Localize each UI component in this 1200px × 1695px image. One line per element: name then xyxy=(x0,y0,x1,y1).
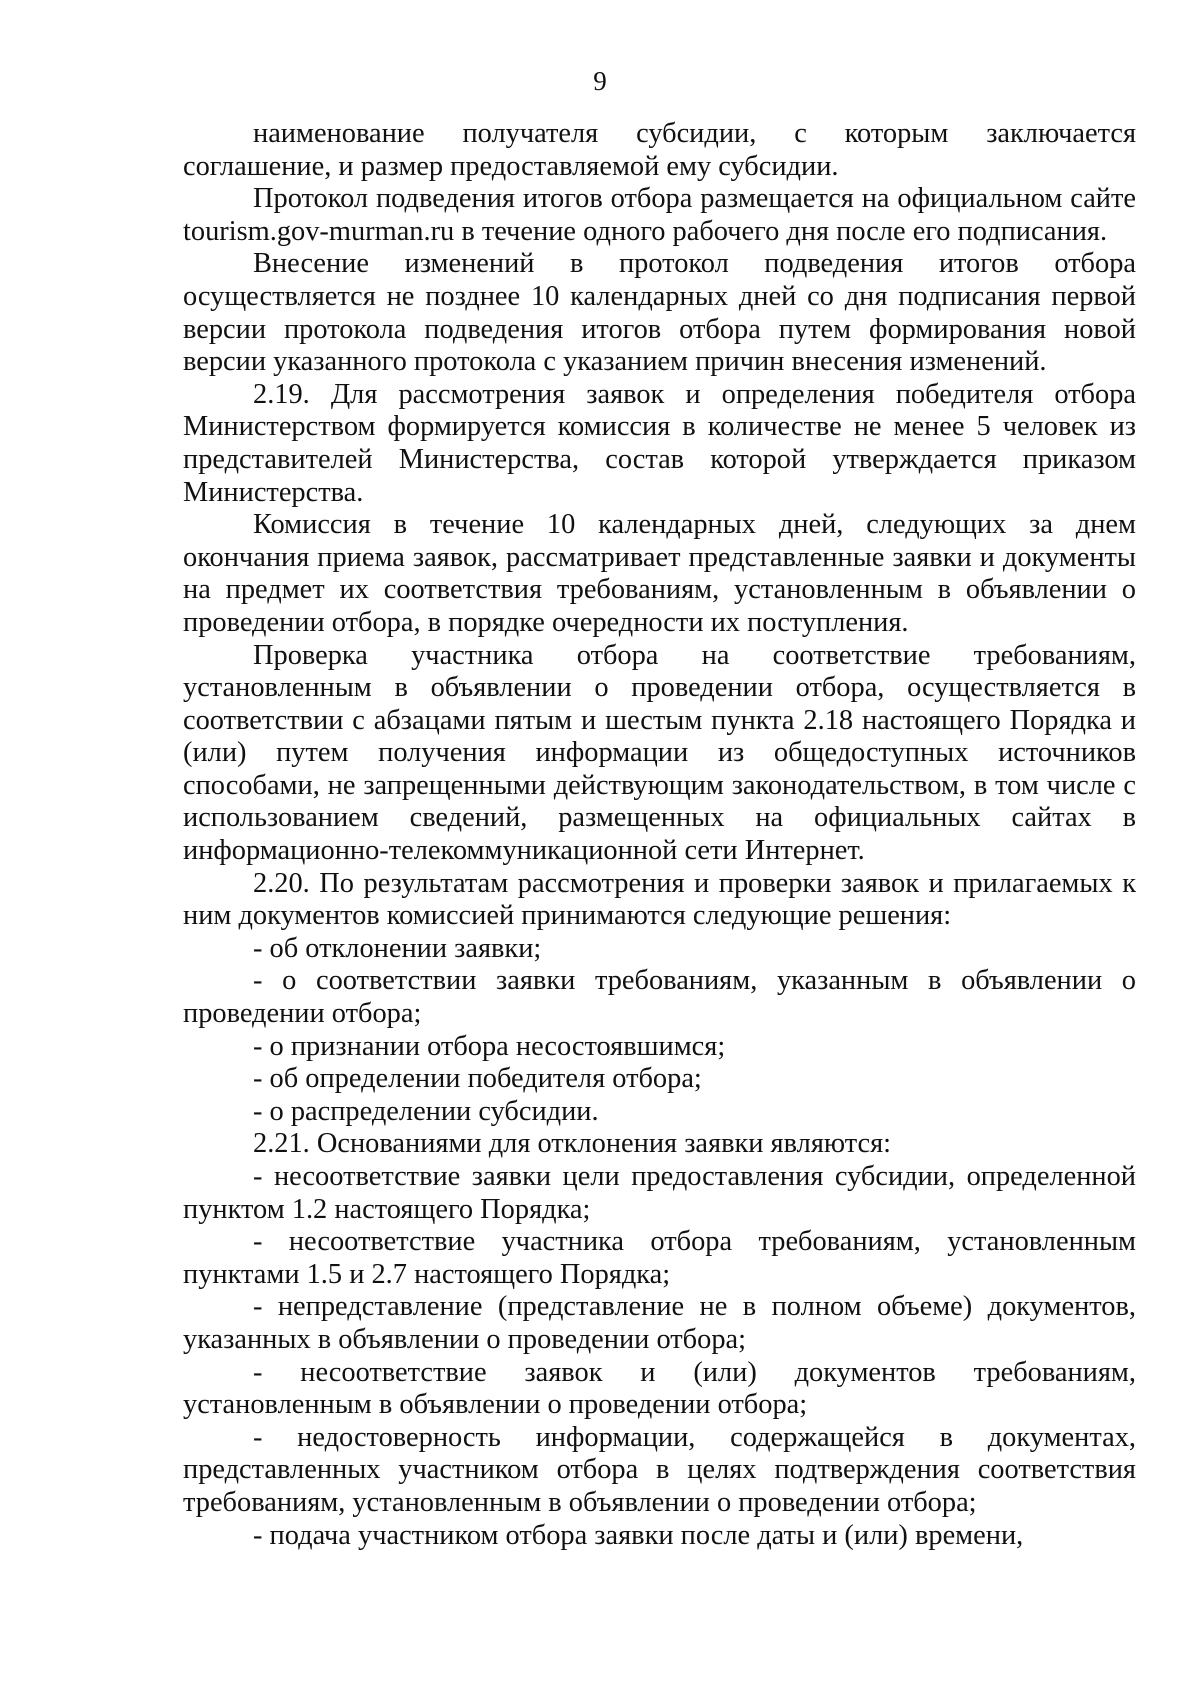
paragraph: 2.20. По результатам рассмотрения и проверки заявок и прилагаемых к ним документов комиссией принимаются следующие решения: xyxy=(183,867,1136,932)
page-number: 9 xyxy=(593,66,607,96)
list-item: - об отклонении заявки; xyxy=(253,932,542,964)
paragraph: Проверка участника отбора на соответствие требованиям, установленным в объявлении о проведении отбора, осуществляется в соответствии с абзацами пятым и шестым пункта 2.18 настоящего Порядка и (или) путем получения информации из общедоступных источников способами, не запрещенными действующим законодательством, в том числе с использованием сведений, размещенных на официальных сайтах в информационно-телекоммуникационной сети Интернет. xyxy=(183,639,1136,867)
list-item: - несоответствие заявок и (или) документов требованиям, установленным в объявлении о проведении отбора; xyxy=(183,1356,1136,1421)
list-item: - непредставление (представление не в полном объеме) документов, указанных в объявлении о проведении отбора; xyxy=(183,1291,1136,1355)
list-item: - о признании отбора несостоявшимся; xyxy=(253,1030,726,1062)
list-item: - о соответствии заявки требованиям, указанным в объявлении о проведении отбора; xyxy=(183,965,1136,1030)
list-item: - несоответствие участника отбора требованиям, установленным пунктами 1.5 и 2.7 настоящего Порядка; xyxy=(183,1226,1136,1290)
list-item: - о распределении субсидии. xyxy=(253,1095,599,1127)
paragraph: 2.19. Для рассмотрения заявок и определения победителя отбора Министерством формируется комиссия в количестве не менее 5 человек из представителей Министерства, состав которой утверждается приказом Министерства. xyxy=(183,378,1136,508)
paragraph: Комиссия в течение 10 календарных дней, следующих за днем окончания приема заявок, рассматривает представленные заявки и документы на предмет их соответствия требованиям, установленным в объявлении о проведении отбора, в порядке очередности их поступления. xyxy=(183,509,1136,638)
document-body xyxy=(183,118,1136,1552)
list-item: - несоответствие заявки цели предоставления субсидии, определенной пунктом 1.2 настоящего Порядка; xyxy=(183,1161,1136,1225)
paragraph: наименование получателя субсидии, с которым заключается соглашение, и размер предоставляемой ему субсидии. xyxy=(183,118,1136,182)
paragraph: 2.21. Основаниями для отклонения заявки являются: xyxy=(253,1128,892,1160)
list-item: - об определении победителя отбора; xyxy=(253,1063,702,1095)
list-item: - подача участником отбора заявки после даты и (или) времени, xyxy=(253,1519,1024,1551)
paragraph: Внесение изменений в протокол подведения итогов отбора осуществляется не позднее 10 календарных дней со дня подписания первой версии протокола подведения итогов отбора путем формирования новой версии указанного протокола с указанием причин внесения изменений. xyxy=(183,248,1136,378)
list-item: - недостоверность информации, содержащейся в документах, представленных участником отбора в целях подтверждения соответствия требованиям, установленным в объявлении о проведении отбора; xyxy=(183,1421,1136,1518)
paragraph: Протокол подведения итогов отбора размещается на официальном сайте tourism.gov-murman.ru в течение одного рабочего дня после его подписания. xyxy=(183,183,1136,247)
